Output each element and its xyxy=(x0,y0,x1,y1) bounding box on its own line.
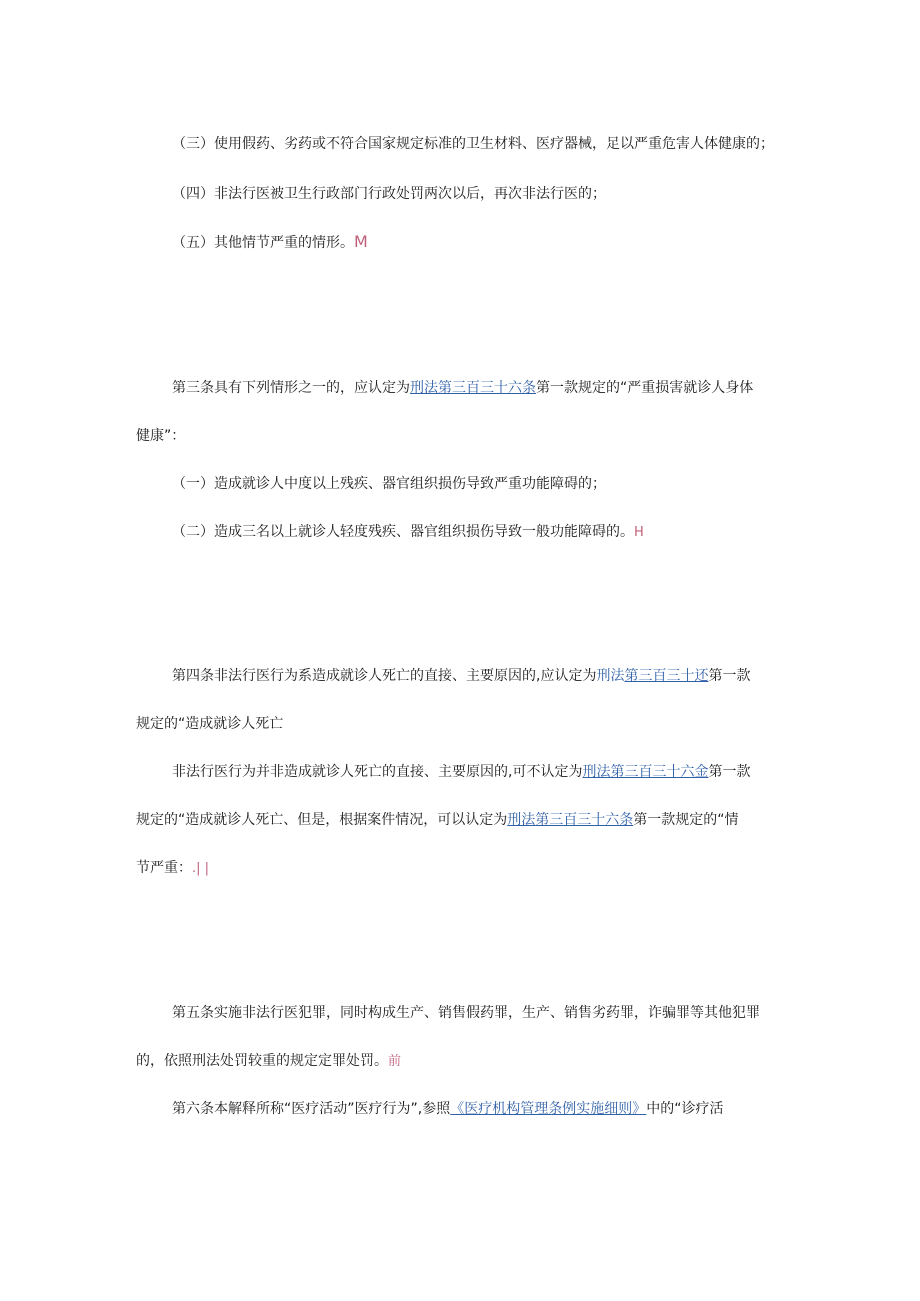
article4-line4 xyxy=(136,810,739,830)
article4-line4-post: 第一款规定的“情 xyxy=(633,812,739,828)
article2-item3-text: （三）使用假药、劣药或不符合国家规定标准的卫生材料、医疗器械，足以严重危害人体健康的； xyxy=(172,136,774,152)
article3-line2 xyxy=(136,426,185,446)
article3-item2-text: （二）造成三名以上就诊人轻度残疾、器官组织损伤导致一般功能障碍的。 xyxy=(172,524,634,540)
article4-line5-text: 节严重： xyxy=(136,860,192,876)
article4-line4-pre: 规定的“造成就诊人死亡、但是，根据案件情况，可以认定为 xyxy=(136,812,508,828)
criminal-law-link[interactable]: 刑法 xyxy=(596,668,625,684)
article-336-link[interactable]: 第三百三十六条 xyxy=(438,380,536,396)
article4-line1-post: 第一款 xyxy=(708,668,751,684)
article4-line3-post: 第一款 xyxy=(708,764,751,780)
article2-item3 xyxy=(172,134,774,154)
article4-line5 xyxy=(136,858,209,879)
article4-line1-pre: 第四条非法行医行为系造成就诊人死亡的直接、主要原因的,应认定为 xyxy=(172,668,597,684)
article5-line2-text: 的，依照刑法处罚较重的规定定罪处罚。 xyxy=(136,1053,388,1069)
article4-line2-text: 规定的“造成就诊人死亡 xyxy=(136,716,284,732)
article3-item1 xyxy=(172,474,606,494)
article3-line1 xyxy=(172,378,753,398)
article6-line1-pre: 第六条本解释所称“医疗活动”医疗行为”,参照 xyxy=(172,1101,451,1117)
annotation-mark: M xyxy=(354,232,368,251)
article5-line2 xyxy=(136,1051,401,1072)
article3-line2-text: 健康”： xyxy=(136,428,186,444)
article-336-link[interactable]: 第三百三十六条 xyxy=(535,812,634,828)
article4-line1 xyxy=(172,666,750,686)
annotation-mark: H xyxy=(634,525,644,540)
article2-item5-text: （五）其他情节严重的情形。 xyxy=(172,235,354,251)
criminal-law-link[interactable]: 刑法 xyxy=(507,812,536,828)
article6-line1 xyxy=(172,1099,723,1119)
article3-line1-pre: 第三条具有下列情形之一的，应认定为 xyxy=(172,380,410,396)
article2-item5 xyxy=(172,232,368,253)
article2-item4 xyxy=(172,184,606,204)
article6-line1-post: 中的“诊疗活 xyxy=(646,1101,724,1117)
criminal-law-link[interactable]: 刑法 xyxy=(582,764,611,780)
article3-item1-text: （一）造成就诊人中度以上残疾、器官组织损伤导致严重功能障碍的； xyxy=(172,476,606,492)
article5-line1 xyxy=(172,1003,760,1023)
article4-line3 xyxy=(172,762,750,782)
article-336-link[interactable]: 第三百三十六金 xyxy=(610,764,709,780)
annotation-mark: .| | xyxy=(192,861,210,876)
article2-item4-text: （四）非法行医被卫生行政部门行政处罚两次以后，再次非法行医的； xyxy=(172,186,606,202)
article4-line2 xyxy=(136,714,283,734)
article4-line3-pre: 非法行医行为并非造成就诊人死亡的直接、主要原因的,可不认定为 xyxy=(172,764,583,780)
article3-item2 xyxy=(172,522,644,543)
annotation-mark: 前 xyxy=(388,1054,402,1069)
medical-institution-regulation-link[interactable]: 《医疗机构管理条例实施细则》 xyxy=(450,1101,647,1117)
article3-line1-post: 第一款规定的“严重损害就诊人身体 xyxy=(536,380,754,396)
criminal-law-link[interactable]: 刑法 xyxy=(410,380,438,396)
article5-line1-text: 第五条实施非法行医犯罪，同时构成生产、销售假药罪，生产、销售劣药罪，诈骗罪等其他犯罪 xyxy=(172,1005,760,1021)
article-336-link[interactable]: 第三百三十还 xyxy=(624,668,709,684)
